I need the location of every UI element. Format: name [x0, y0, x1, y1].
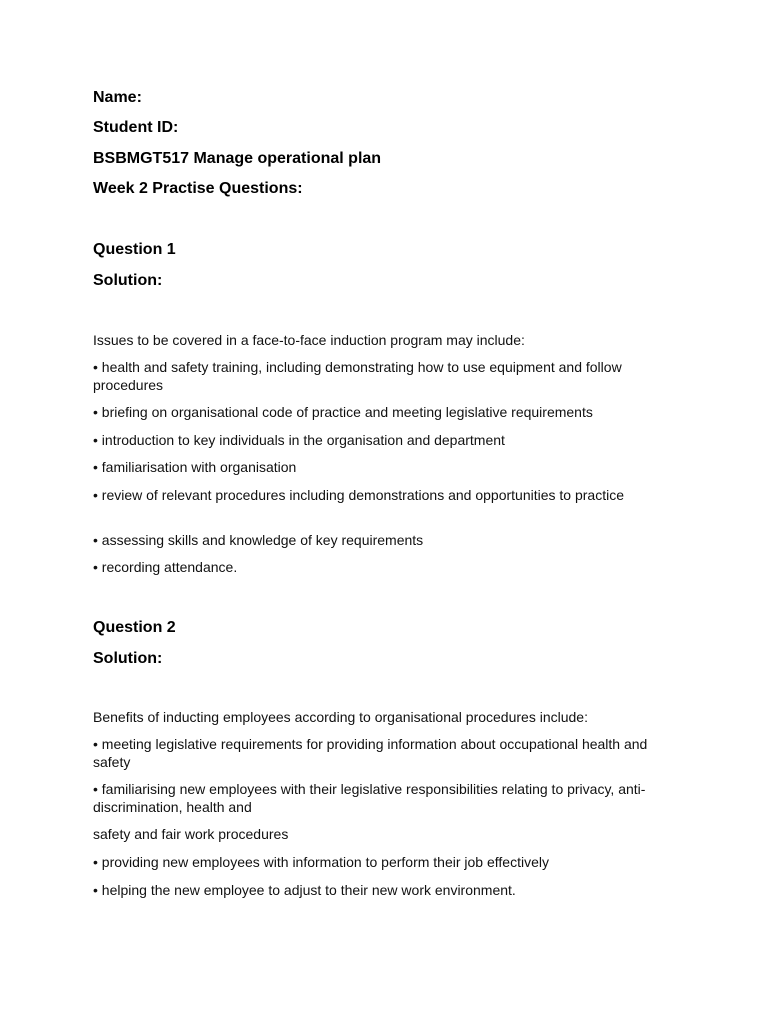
question-1-title: Question 1 — [93, 241, 176, 258]
list-item: • briefing on organisational code of practice and meeting legislative requirements — [93, 404, 593, 420]
question-1-solution-label: Solution: — [93, 272, 163, 289]
question-2-solution-label: Solution: — [93, 650, 163, 667]
list-item: • familiarising new employees with their legislative responsibilities relating to privacy, anti-discrimination, health and — [93, 781, 646, 815]
list-item: safety and fair work procedures — [93, 826, 289, 842]
list-item: • review of relevant procedures including demonstrations and opportunities to practice — [93, 487, 624, 503]
question-2-intro: Benefits of inducting employees according to organisational procedures include: — [93, 709, 588, 725]
list-item: • familiarisation with organisation — [93, 459, 297, 475]
student-id-label: Student ID: — [93, 119, 179, 136]
question-2-title: Question 2 — [93, 619, 176, 636]
list-item: • introduction to key individuals in the organisation and department — [93, 432, 505, 448]
list-item: • meeting legislative requirements for providing information about occupational health and safety — [93, 736, 648, 770]
list-item: • health and safety training, including demonstrating how to use equipment and follow procedures — [93, 359, 622, 393]
list-item: • assessing skills and knowledge of key requirements — [93, 532, 424, 548]
name-label: Name: — [93, 89, 142, 106]
list-item: • providing new employees with information to perform their job effectively — [93, 854, 549, 870]
course-title: BSBMGT517 Manage operational plan — [93, 150, 382, 167]
list-item: • helping the new employee to adjust to their new work environment. — [93, 882, 516, 898]
question-1-intro: Issues to be covered in a face-to-face induction program may include: — [93, 332, 525, 348]
list-item: • recording attendance. — [93, 559, 238, 575]
week-title: Week 2 Practise Questions: — [93, 180, 303, 197]
